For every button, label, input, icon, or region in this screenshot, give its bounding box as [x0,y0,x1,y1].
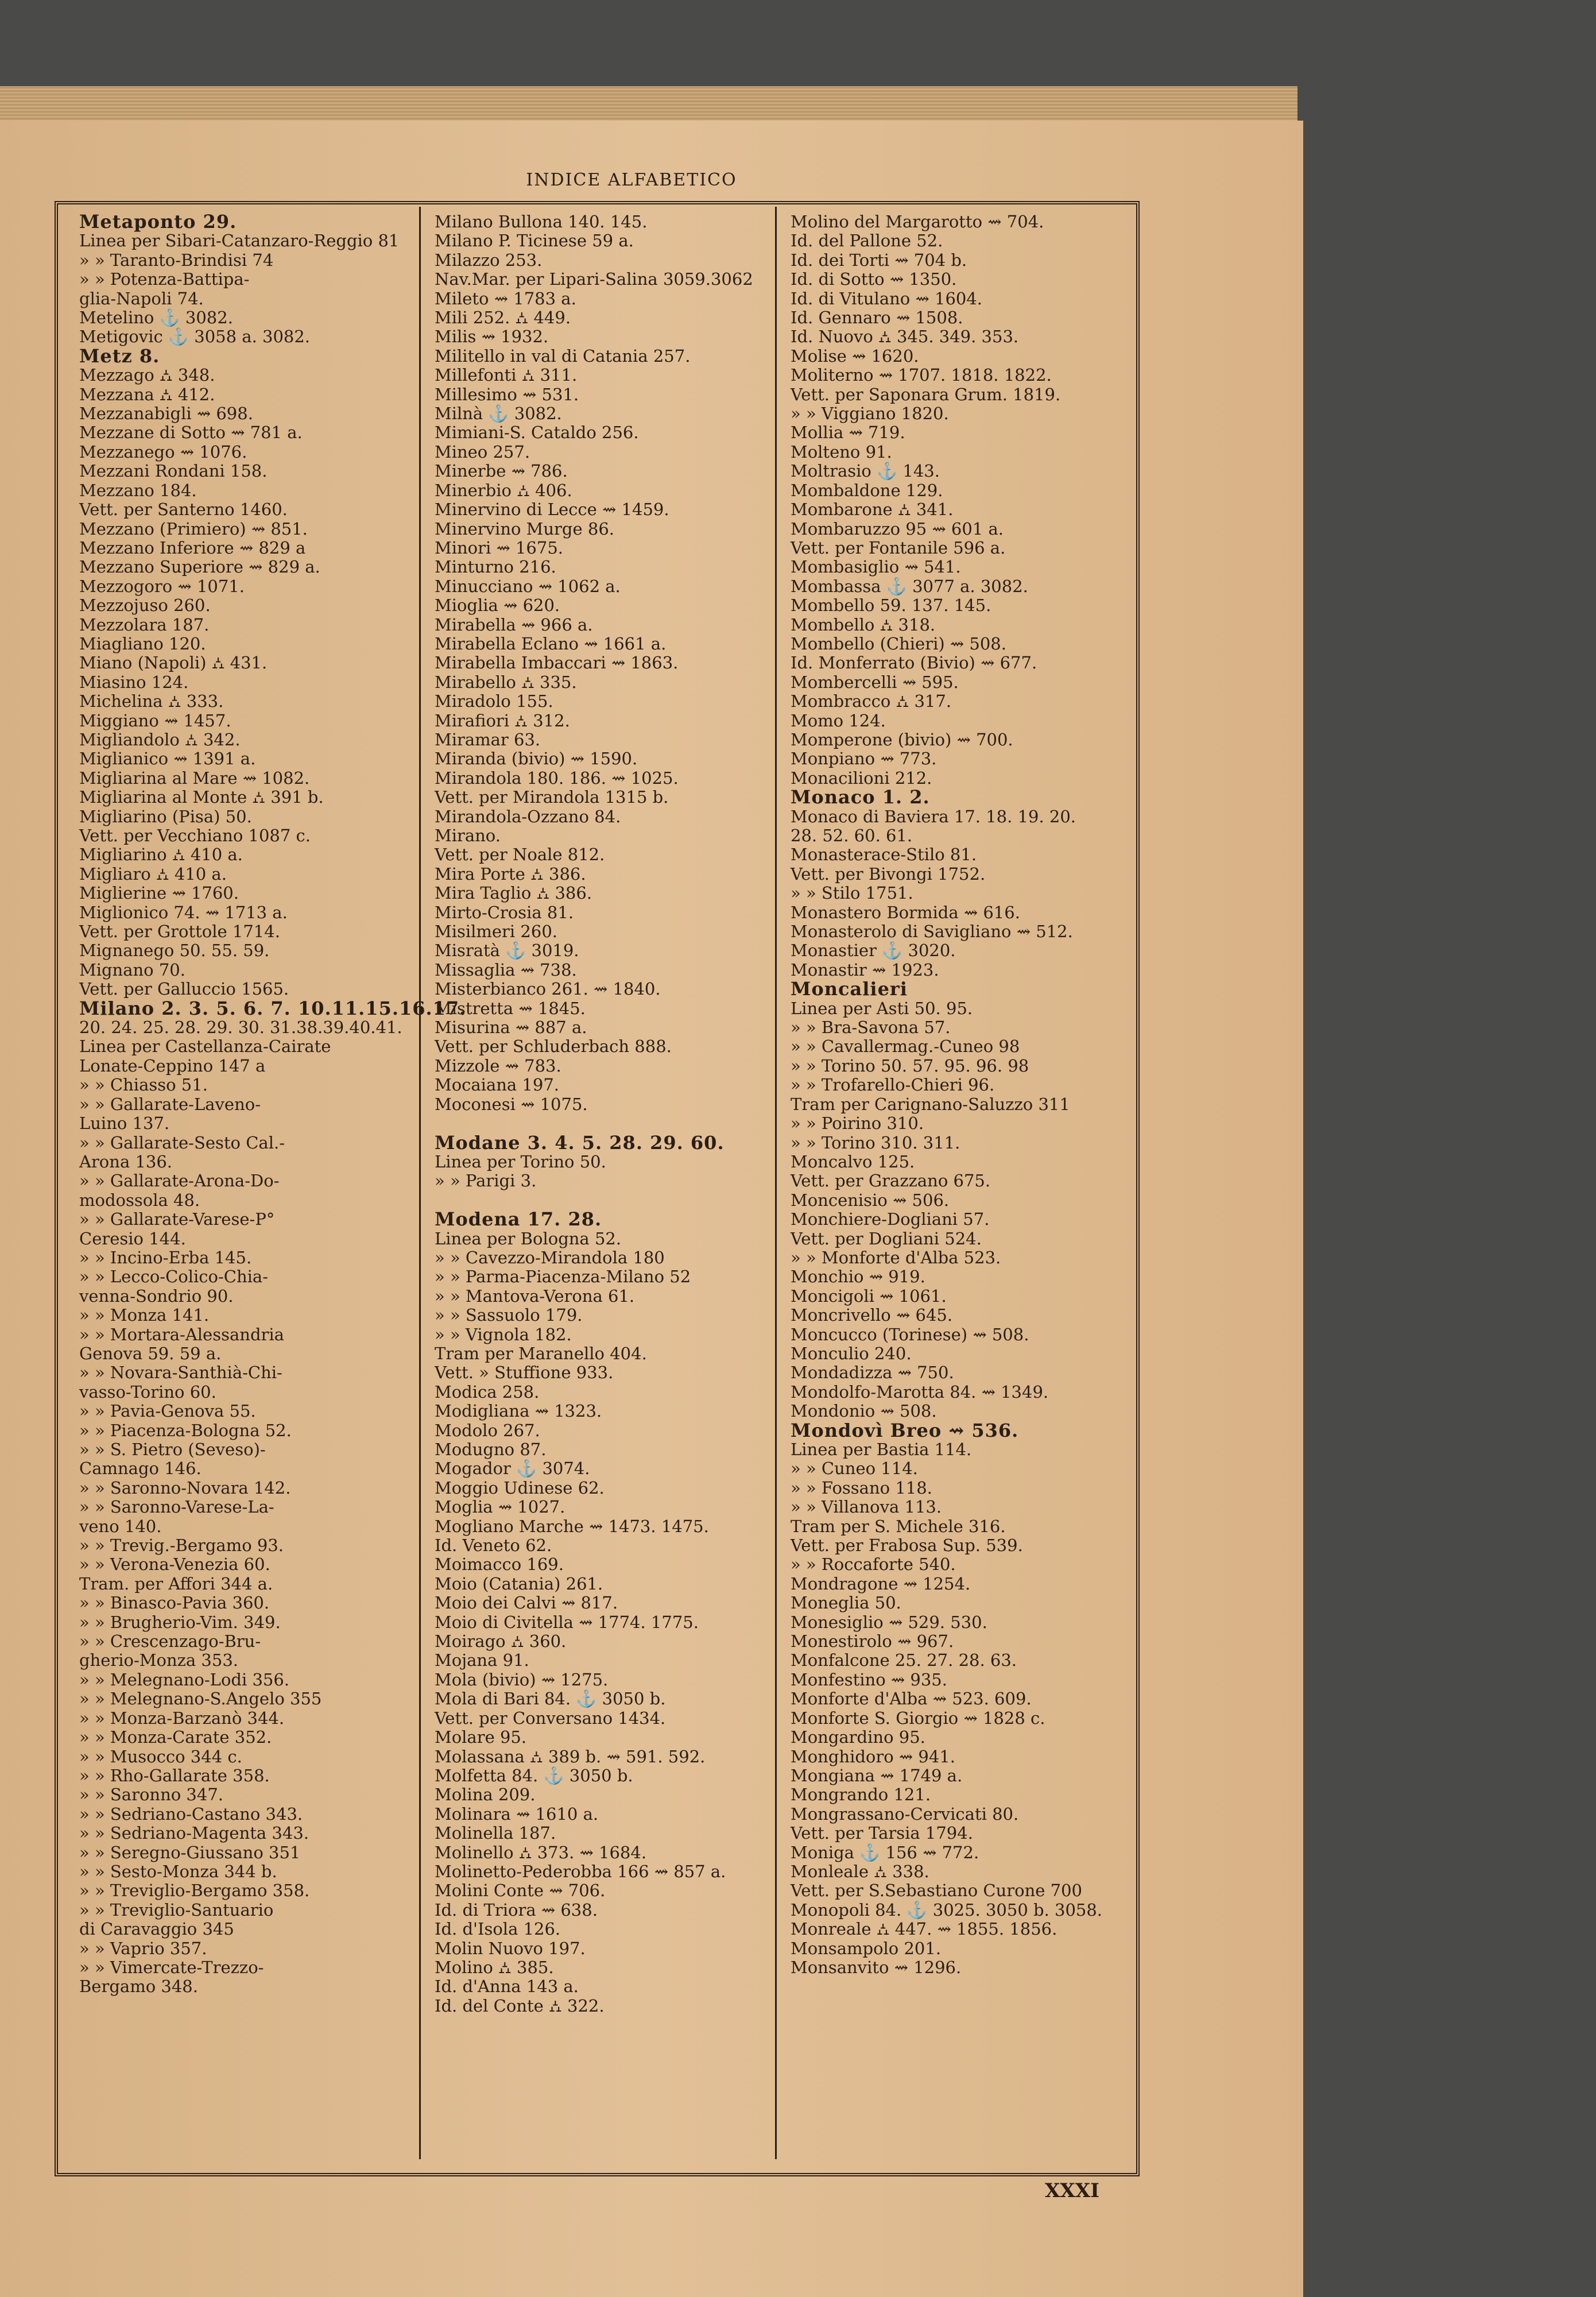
index-heading: Mondovì Breo ⇝ 536. [791,1419,1019,1441]
page-number: XXXI [1045,2179,1100,2202]
index-entry: Moimacco 169. [435,1554,564,1575]
index-entry: Monpiano ⇝ 773. [791,749,937,769]
index-entry: Molino del Margarotto ⇝ 704. [791,212,1044,231]
index-entry: » » Bra-Savona 57. [791,1018,951,1038]
index-entry: Molin Nuovo 197. [435,1938,586,1958]
index-entry: Molinella 187. [435,1823,556,1843]
index-entry: Moncenisio ⇝ 506. [791,1190,950,1210]
index-entry: » » Musocco 344 c. [79,1746,242,1766]
index-entry: Militello in val di Catania 257. [435,346,691,366]
index-entry: Monaco di Baviera 17. 18. 19. 20. [791,806,1076,826]
index-entry: Tram per Carignano-Saluzzo 311 [791,1094,1070,1114]
index-entry: Vett. per Grazzano 675. [791,1171,991,1191]
index-entry: Minucciano ⇝ 1062 a. [435,576,621,596]
index-entry: Monastir ⇝ 1923. [791,960,939,980]
index-entry: » » Piacenza-Bologna 52. [79,1420,292,1440]
index-entry: Vett. per Santerno 1460. [79,500,288,520]
index-entry: Migliarina al Monte ⛼ 391 b. [79,787,324,807]
index-entry: Mongiana ⇝ 1749 a. [791,1765,963,1785]
index-entry: Monchiere-Dogliani 57. [791,1209,990,1229]
index-entry: Momo 124. [791,710,886,730]
index-entry: Moio dei Calvi ⇝ 817. [435,1593,618,1613]
index-entry: Mocaiana 197. [435,1075,560,1095]
index-entry: Mombaruzzo 95 ⇝ 601 a. [791,519,1004,539]
index-entry: Molfetta 84. ⚓ 3050 b. [435,1765,633,1785]
index-entry: Moltrasio ⚓ 143. [791,461,940,481]
index-entry: Mezzanego ⇝ 1076. [79,442,247,462]
index-entry: Moncalvo 125. [791,1151,915,1171]
index-entry: » » Lecco-Colico-Chia- [79,1267,269,1287]
index-entry: Vett. per Saponara Grum. 1819. [791,384,1061,404]
index-entry [435,1114,776,1133]
index-entry: Mogliano Marche ⇝ 1473. 1475. [435,1516,709,1536]
index-entry: Id. del Conte ⛼ 322. [435,1996,605,2016]
index-entry: Genova 59. 59 a. [79,1343,222,1363]
index-entry: glia-Napoli 74. [79,288,204,308]
index-entry: Mondolfo-Marotta 84. ⇝ 1349. [791,1382,1049,1402]
index-entry: Miranda (bivio) ⇝ 1590. [435,749,638,769]
index-entry: Mezzogoro ⇝ 1071. [79,576,245,596]
index-entry: Mezzago ⛼ 348. [79,365,215,385]
index-entry: 28. 52. 60. 61. [791,826,913,845]
index-heading: Milano 2. 3. 5. 6. 7. 10.11.15.16.17. [79,997,467,1019]
index-entry: Id. Nuovo ⛼ 345. 349. 353. [791,327,1019,347]
index-entry: » » Saronno-Novara 142. [79,1478,291,1498]
index-entry: Miggiano ⇝ 1457. [79,710,231,730]
index-entry: 20. 24. 25. 28. 29. 30. 31.38.39.40.41. [79,1018,402,1038]
index-entry: Camnago 146. [79,1459,202,1479]
index-entry: vasso-Torino 60. [79,1382,216,1402]
index-entry: Vett. per Frabosa Sup. 539. [791,1536,1023,1556]
index-entry: Minerbe ⇝ 786. [435,461,568,481]
index-entry: » » Sassuolo 179. [435,1305,583,1325]
index-entry: Monestirolo ⇝ 967. [791,1631,954,1652]
index-entry: Mistretta ⇝ 1845. [435,998,586,1018]
index-entry: Mezzojuso 260. [79,595,211,616]
index-entry: Tram per Maranello 404. [435,1343,647,1363]
index-entry: » » Verona-Venezia 60. [79,1554,270,1575]
index-entry: » » Saronno-Varese-La- [79,1497,274,1517]
index-entry: Minori ⇝ 1675. [435,537,563,558]
index-entry: Millesimo ⇝ 531. [435,384,579,404]
index-entry: Monasterolo di Savigliano ⇝ 512. [791,922,1073,942]
index-entry: Monreale ⛼ 447. ⇝ 1855. 1856. [791,1919,1057,1939]
index-entry: Monfalcone 25. 27. 28. 63. [791,1650,1017,1670]
index-entry: Mola di Bari 84. ⚓ 3050 b. [435,1689,666,1709]
index-entry: Nav.Mar. per Lipari-Salina 3059.3062 [435,269,753,289]
index-entry: Id. di Triora ⇝ 638. [435,1900,598,1920]
index-entry: » » Torino 310. 311. [791,1132,960,1153]
index-entry: Molinetto-Pederobba 166 ⇝ 857 a. [435,1861,726,1881]
index-entry: Monesiglio ⇝ 529. 530. [791,1612,987,1632]
index-entry: Linea per Asti 50. 95. [791,998,973,1018]
index-entry: Monchio ⇝ 919. [791,1267,925,1287]
index-entry: Miramar 63. [435,729,541,749]
index-entry: Millefonti ⛼ 311. [435,365,578,385]
index-entry: Molinara ⇝ 1610 a. [435,1804,599,1824]
index-entry: Mondonio ⇝ 508. [791,1401,937,1421]
index-entry: Mezzana ⛼ 412. [79,384,215,404]
index-entry: Linea per Bologna 52. [435,1228,622,1248]
index-entry: Moncucco (Torinese) ⇝ 508. [791,1324,1029,1344]
index-entry: » » Torino 50. 57. 95. 96. 98 [791,1055,1029,1076]
index-entry: Migliarina al Mare ⇝ 1082. [79,768,310,788]
index-entry: Modolo 267. [435,1420,540,1440]
index-entry: Linea per Castellanza-Cairate [79,1037,331,1057]
index-entry: Luino 137. [79,1113,170,1134]
index-entry: Monculio 240. [791,1343,912,1363]
index-entry: » » Treviglio-Santuario [79,1900,274,1920]
index-entry: Id. Gennaro ⇝ 1508. [791,308,963,328]
index-entry: Miglierine ⇝ 1760. [79,883,239,903]
index-entry: Vett. per Dogliani 524. [791,1228,982,1248]
index-entry: Mirano. [435,826,501,845]
index-entry: Moglia ⇝ 1027. [435,1497,565,1517]
index-heading: Modena 17. 28. [435,1208,602,1231]
index-entry: veno 140. [79,1516,162,1536]
index-entry: Minervino di Lecce ⇝ 1459. [435,500,669,520]
index-entry: Miagliano 120. [79,633,206,653]
index-entry: » » Saronno 347. [79,1785,224,1805]
index-entry: Mioglia ⇝ 620. [435,595,560,616]
index-entry: Mezzolara 187. [79,614,210,635]
index-entry: Moio di Civitella ⇝ 1774. 1775. [435,1612,699,1632]
index-entry: Miasino 124. [79,672,189,692]
index-entry: » » Gallarate-Sesto Cal.- [79,1132,285,1153]
index-entry: Mombello 59. 137. 145. [791,595,991,616]
index-entry: Moliterno ⇝ 1707. 1818. 1822. [791,365,1052,385]
index-entry: Monfestino ⇝ 935. [791,1669,947,1689]
index-entry: Id. d'Isola 126. [435,1919,561,1939]
index-entry: Mombaldone 129. [791,480,943,500]
index-entry: » » Vignola 182. [435,1324,572,1344]
index-entry: Moncrivello ⇝ 645. [791,1305,953,1325]
page-header: INDICE ALFABETICO [526,170,737,190]
index-entry: » » Vimercate-Trezzo- [79,1957,264,1977]
index-entry: Mombercelli ⇝ 595. [791,672,959,692]
index-entry: Mongrando 121. [791,1785,931,1805]
index-entry: » » Monza 141. [79,1305,210,1325]
index-entry: Vett. per Conversano 1434. [435,1708,666,1728]
index-entry: » » Parma-Piacenza-Milano 52 [435,1267,691,1287]
index-entry: Milnà ⚓ 3082. [435,404,562,424]
index-entry: Minervino Murge 86. [435,519,614,539]
index-entry: Mojana 91. [435,1650,529,1670]
index-entry: » » Viggiano 1820. [791,404,949,424]
index-entry: Mola (bivio) ⇝ 1275. [435,1669,609,1689]
index-entry: » » Fossano 118. [791,1478,932,1498]
index-entry: Mombello ⛼ 318. [791,614,936,635]
index-entry: Vett. per Noale 812. [435,845,605,865]
index-entry: Mirabella Imbaccari ⇝ 1863. [435,653,679,673]
index-entry: » » Treviglio-Bergamo 358. [79,1881,310,1901]
index-entry: Ceresio 144. [79,1228,186,1248]
index-entry: Monsampolo 201. [791,1938,942,1958]
index-entry: » » Gallarate-Varese-P° [79,1209,275,1229]
index-heading: Modane 3. 4. 5. 28. 29. 60. [435,1131,725,1154]
index-entry: Vett. per Tarsia 1794. [791,1823,973,1843]
index-entry: » » Gallarate-Laveno- [79,1094,261,1114]
index-entry: » » Melegnano-Lodi 356. [79,1669,290,1689]
index-entry: Misurina ⇝ 887 a. [435,1018,587,1038]
index-entry: » » Trofarello-Chieri 96. [791,1075,995,1095]
index-column-middle [435,212,776,2153]
index-entry: Molare 95. [435,1727,527,1747]
index-entry: » » Novara-Santhià-Chi- [79,1363,282,1383]
index-entry: Linea per Sibari-Catanzaro-Reggio 81 [79,231,400,251]
index-entry: Mirandola 180. 186. ⇝ 1025. [435,768,679,788]
index-column-right [791,212,1132,2153]
index-entry: Mombasiglio ⇝ 541. [791,557,961,577]
index-entry: Mizzole ⇝ 783. [435,1055,561,1076]
index-entry: Milazzo 253. [435,250,543,270]
index-entry: » » Poirino 310. [791,1113,924,1134]
index-entry: » » Chiasso 51. [79,1075,208,1095]
index-entry: » » Potenza-Battipa- [79,269,250,289]
index-entry: Monleale ⛼ 338. [791,1861,929,1881]
index-entry: » » Monza-Barzanò 344. [79,1708,285,1728]
index-entry: Molino ⛼ 385. [435,1957,554,1977]
index-entry [435,1191,776,1210]
index-entry: Moncigoli ⇝ 1061. [791,1286,947,1306]
index-entry: Monacilioni 212. [791,768,932,788]
index-entry: Vett. per Mirandola 1315 b. [435,787,669,807]
index-entry: Mirabello ⛼ 335. [435,672,577,692]
index-entry: Mirafiori ⛼ 312. [435,710,570,730]
index-entry: Mineo 257. [435,442,530,462]
index-heading: Moncalieri [791,978,908,1000]
index-entry: Modugno 87. [435,1440,547,1459]
index-entry: Id. di Sotto ⇝ 1350. [791,269,957,289]
index-entry: Mogador ⚓ 3074. [435,1459,590,1479]
index-entry: » » Monforte d'Alba 523. [791,1247,1001,1267]
index-entry: Vett. per Schluderbach 888. [435,1037,672,1057]
index-entry: Misratà ⚓ 3019. [435,941,579,961]
index-entry: Moggio Udinese 62. [435,1478,605,1498]
index-entry: » » Seregno-Giussano 351 [79,1842,301,1862]
index-entry: Mirabella ⇝ 966 a. [435,614,593,635]
index-entry: Migliarino ⛼ 410 a. [79,845,243,865]
index-entry: Monastero Bormida ⇝ 616. [791,902,1020,922]
index-entry: Id. Monferrato (Bivio) ⇝ 677. [791,653,1037,673]
index-entry: Momperone (bivio) ⇝ 700. [791,729,1013,749]
index-entry: Monsanvito ⇝ 1296. [791,1957,962,1977]
index-entry: Modica 258. [435,1382,540,1402]
index-entry: venna-Sondrio 90. [79,1286,234,1306]
index-entry: Molini Conte ⇝ 706. [435,1881,606,1901]
index-entry: Milano P. Ticinese 59 a. [435,231,634,251]
index-entry: Mombracco ⛼ 317. [791,691,952,711]
index-entry: Missaglia ⇝ 738. [435,960,577,980]
index-entry: » » Melegnano-S.Angelo 355 [79,1689,322,1709]
index-entry: Metelino ⚓ 3082. [79,308,233,328]
index-entry: Vett. » Stuffione 933. [435,1363,614,1383]
index-entry: Misterbianco 261. ⇝ 1840. [435,979,661,999]
index-entry: » » Trevig.-Bergamo 93. [79,1536,284,1556]
index-entry: Miglionico 74. ⇝ 1713 a. [79,902,288,922]
index-entry: » » Pavia-Genova 55. [79,1401,256,1421]
index-entry: » » Mantova-Verona 61. [435,1286,635,1306]
index-entry: » » Sedriano-Magenta 343. [79,1823,309,1843]
index-entry: » » Vaprio 357. [79,1938,207,1958]
index-entry: Tram per S. Michele 316. [791,1516,1006,1536]
index-entry: Mignano 70. [79,960,185,980]
index-entry: Id. di Vitulano ⇝ 1604. [791,288,983,308]
index-entry: » » Mortara-Alessandria [79,1324,284,1344]
index-entry: Misilmeri 260. [435,922,557,942]
index-entry: Mondadizza ⇝ 750. [791,1363,954,1383]
index-entry: Bergamo 348. [79,1977,198,1997]
index-entry: » » Crescenzago-Bru- [79,1631,261,1652]
index-entry: » » Brugherio-Vim. 349. [79,1612,281,1632]
index-entry: Mirto-Crosia 81. [435,902,574,922]
index-entry: » » Rho-Gallarate 358. [79,1765,270,1785]
index-entry: Monforte d'Alba ⇝ 523. 609. [791,1689,1032,1709]
index-entry: Mezzano Superiore ⇝ 829 a. [79,557,320,577]
index-entry: » » Monza-Carate 352. [79,1727,272,1747]
index-entry: Molinello ⛼ 373. ⇝ 1684. [435,1842,647,1862]
index-entry: Vett. per Bivongi 1752. [791,864,986,884]
index-entry: Monastier ⚓ 3020. [791,941,956,961]
index-entry: Milis ⇝ 1932. [435,327,549,347]
index-entry: Moirago ⛼ 360. [435,1631,567,1652]
index-entry: Metigovic ⚓ 3058 a. 3082. [79,327,311,347]
index-entry: » » Incino-Erba 145. [79,1247,252,1267]
index-entry: Id. dei Torti ⇝ 704 b. [791,250,967,270]
index-entry: Mongrassano-Cervicati 80. [791,1804,1019,1824]
index-entry: Arona 136. [79,1151,173,1171]
index-entry: » » S. Pietro (Seveso)- [79,1440,266,1459]
index-entry: Mimiani-S. Cataldo 256. [435,423,639,443]
index-entry: Mollia ⇝ 719. [791,423,905,443]
index-entry: Mili 252. ⛼ 449. [435,308,571,328]
index-entry: Minturno 216. [435,557,556,577]
index-entry: Mezzano (Primiero) ⇝ 851. [79,519,308,539]
index-entry: Mezzane di Sotto ⇝ 781 a. [79,423,303,443]
index-entry: » » Sedriano-Castano 343. [79,1804,303,1824]
index-entry: Migliarino (Pisa) 50. [79,806,252,826]
index-entry: Miano (Napoli) ⛼ 431. [79,653,268,673]
index-entry: » » Cavezzo-Mirandola 180 [435,1247,665,1267]
index-entry: Mileto ⇝ 1783 a. [435,288,576,308]
index-entry: Moneglia 50. [791,1593,901,1613]
index-entry: Lonate-Ceppino 147 a [79,1055,266,1076]
index-entry: Monforte S. Giorgio ⇝ 1828 c. [791,1708,1045,1728]
index-entry: Mignanego 50. 55. 59. [79,941,270,961]
index-entry: » » Villanova 113. [791,1497,942,1517]
index-heading: Monaco 1. 2. [791,786,930,809]
index-entry: Mombarone ⛼ 341. [791,500,954,520]
index-entry: » » Sesto-Monza 344 b. [79,1861,277,1881]
index-entry: Mombassa ⚓ 3077 a. 3082. [791,576,1028,596]
index-entry: Moniga ⚓ 156 ⇝ 772. [791,1842,979,1862]
index-entry: » » Binasco-Pavia 360. [79,1593,270,1613]
index-entry: Mirabella Eclano ⇝ 1661 a. [435,633,667,653]
index-entry: Vett. per Vecchiano 1087 c. [79,826,311,845]
index-heading: Metz 8. [79,345,160,367]
index-entry: modossola 48. [79,1190,200,1210]
index-entry: Id. d'Anna 143 a. [435,1977,579,1997]
index-entry: Linea per Torino 50. [435,1151,606,1171]
index-entry: Migliaro ⛼ 410 a. [79,864,227,884]
index-heading: Metaponto 29. [79,211,237,233]
index-entry: Monopoli 84. ⚓ 3025. 3050 b. 3058. [791,1900,1103,1920]
index-entry: Monasterace-Stilo 81. [791,845,977,865]
index-entry: Mondragone ⇝ 1254. [791,1573,971,1594]
index-entry: Mezzani Rondani 158. [79,461,268,481]
index-entry: Mongardino 95. [791,1727,925,1747]
index-entry: » » Parigi 3. [435,1171,537,1191]
index-entry: Molise ⇝ 1620. [791,346,919,366]
index-entry: Moio (Catania) 261. [435,1573,603,1594]
index-entry: Mombello (Chieri) ⇝ 508. [791,633,1006,653]
index-entry: Minerbio ⛼ 406. [435,480,572,500]
index-entry: Vett. per S.Sebastiano Curone 700 [791,1881,1082,1901]
index-entry: Vett. per Grottole 1714. [79,922,280,942]
index-entry: Molassana ⛼ 389 b. ⇝ 591. 592. [435,1746,706,1766]
index-entry: Mirandola-Ozzano 84. [435,806,621,826]
index-entry: Id. del Pallone 52. [791,231,943,251]
index-entry: Moconesi ⇝ 1075. [435,1094,588,1114]
index-entry: di Caravaggio 345 [79,1919,234,1939]
index-entry: Mira Taglio ⛼ 386. [435,883,592,903]
index-entry: Mira Porte ⛼ 386. [435,864,586,884]
index-entry: Mezzano 184. [79,480,197,500]
index-entry: Michelina ⛼ 333. [79,691,224,711]
index-entry: Linea per Bastia 114. [791,1440,972,1459]
index-entry: Modigliana ⇝ 1323. [435,1401,602,1421]
index-entry: » » Taranto-Brindisi 74 [79,250,274,270]
index-entry: Molteno 91. [791,442,892,462]
index-entry: » » Cuneo 114. [791,1459,918,1479]
index-entry: Migliandolo ⛼ 342. [79,729,241,749]
index-entry: Tram. per Affori 344 a. [79,1573,273,1594]
index-entry: Molina 209. [435,1785,536,1805]
index-entry: Vett. per Fontanile 596 a. [791,537,1006,558]
index-entry: » » Roccaforte 540. [791,1554,956,1575]
index-entry: Miradolo 155. [435,691,553,711]
index-entry: Milano Bullona 140. 145. [435,212,648,231]
index-entry: Mezzano Inferiore ⇝ 829 a [79,537,306,558]
index-entry: gherio-Monza 353. [79,1650,238,1670]
book-page [0,121,1303,2297]
index-entry: Miglianico ⇝ 1391 a. [79,749,256,769]
index-entry: Vett. per Galluccio 1565. [79,979,289,999]
index-entry: » » Gallarate-Arona-Do- [79,1171,280,1191]
index-entry: » » Cavallermag.-Cuneo 98 [791,1037,1020,1057]
index-column-left [79,211,467,2153]
index-entry: Monghidoro ⇝ 941. [791,1746,955,1766]
index-entry: Id. Veneto 62. [435,1536,552,1556]
index-entry: » » Stilo 1751. [791,883,913,903]
index-entry: Mezzanabigli ⇝ 698. [79,404,253,424]
